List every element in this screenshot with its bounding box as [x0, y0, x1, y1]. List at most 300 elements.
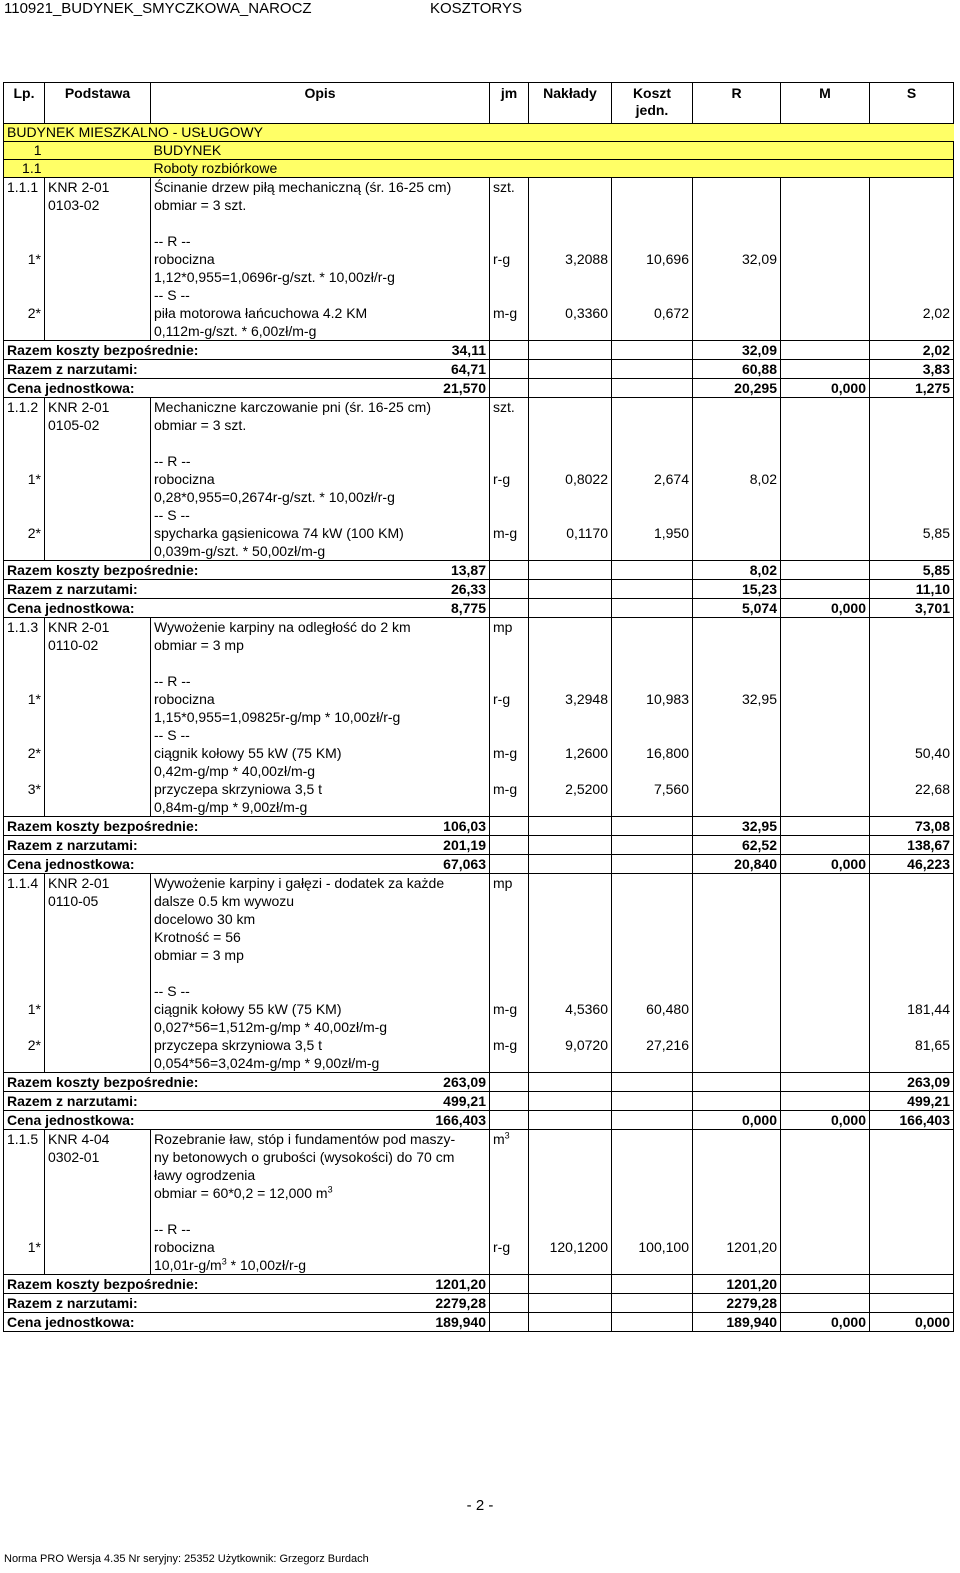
- empty-cell: [529, 232, 612, 250]
- empty-cell: [870, 762, 954, 780]
- empty-cell: [612, 416, 693, 434]
- position-description: Ścinanie drzew piłą mechaniczną (śr. 16-25 cm): [151, 178, 490, 197]
- empty-cell: [781, 708, 870, 726]
- empty-cell: [612, 1294, 693, 1313]
- calc-text: 0,42m-g/mp * 40,00zł/m-g: [154, 763, 316, 779]
- summary-s: 166,403: [870, 1111, 954, 1130]
- footer-text: Norma PRO Wersja 4.35 Nr seryjny: 25352 Użytkownik: Grzegorz Burdach: [4, 1553, 369, 1565]
- empty-cell: [612, 874, 693, 893]
- summary-label: [4, 1275, 490, 1294]
- summary-total: 499,21: [443, 1093, 486, 1109]
- resource-r: 1201,20: [693, 1238, 781, 1256]
- summary-total: 8,775: [450, 600, 486, 616]
- empty-cell: [612, 398, 693, 417]
- empty-cell: [612, 726, 693, 744]
- resource-calc-row: [4, 1256, 954, 1275]
- empty-cell: [781, 1220, 870, 1238]
- empty-cell: [45, 488, 151, 506]
- resource-calc-row: [4, 322, 954, 341]
- resource-m: [781, 470, 870, 488]
- empty-cell: [612, 580, 693, 599]
- empty-cell: [490, 341, 529, 360]
- calc-text: * 10,00zł/r-g: [226, 1257, 307, 1273]
- resource-name: robocizna: [151, 470, 490, 488]
- empty-cell: [870, 196, 954, 214]
- resource-r: [693, 1000, 781, 1018]
- empty-cell: [693, 636, 781, 654]
- resource-s: 22,68: [870, 780, 954, 798]
- empty-cell: [612, 964, 693, 982]
- resource-row: [4, 250, 954, 268]
- resource-calculation: [151, 1018, 490, 1036]
- col-lp: Lp.: [4, 83, 45, 124]
- summary-m: [781, 1275, 870, 1294]
- position-row: [4, 398, 954, 417]
- empty-cell: [45, 946, 151, 964]
- empty-cell: [612, 1275, 693, 1294]
- empty-cell: [870, 874, 954, 893]
- empty-cell: [781, 1018, 870, 1036]
- resource-header-row: [4, 506, 954, 524]
- resource-number: 1*: [4, 250, 45, 268]
- position-description: Krotność = 56: [151, 928, 490, 946]
- empty-cell: [529, 1202, 612, 1220]
- empty-cell: [529, 874, 612, 893]
- summary-s: 499,21: [870, 1092, 954, 1111]
- resource-unit: r-g: [490, 470, 529, 488]
- empty-cell: [4, 268, 45, 286]
- empty-cell: [781, 416, 870, 434]
- empty-cell: [4, 982, 45, 1000]
- position-description: obmiar = 3 szt.: [151, 196, 490, 214]
- position-description: dalsze 0.5 km wywozu: [151, 892, 490, 910]
- empty-cell: [490, 196, 529, 214]
- empty-cell: [693, 982, 781, 1000]
- resource-calc-row: [4, 762, 954, 780]
- section-title: Roboty rozbiórkowe: [151, 160, 954, 178]
- summary-m: [781, 341, 870, 360]
- empty-cell: [529, 1294, 612, 1313]
- empty-cell: [612, 542, 693, 561]
- empty-cell: [781, 488, 870, 506]
- empty-cell: [612, 1202, 693, 1220]
- empty-cell: [490, 561, 529, 580]
- col-m: M: [781, 83, 870, 124]
- resource-calc-row: [4, 542, 954, 561]
- resource-calc-row: [4, 1018, 954, 1036]
- empty-cell: [870, 322, 954, 341]
- position-desc-row: [4, 196, 954, 214]
- empty-cell: [151, 1202, 490, 1220]
- resource-calc-row: [4, 268, 954, 286]
- position-description: ławy ogrodzenia: [151, 1166, 490, 1184]
- empty-cell: [781, 506, 870, 524]
- empty-cell: [612, 178, 693, 197]
- empty-cell: [490, 1202, 529, 1220]
- summary-label: [4, 836, 490, 855]
- position-number: 1.1.4: [4, 874, 45, 893]
- summary-label: [4, 561, 490, 580]
- empty-cell: [870, 268, 954, 286]
- empty-cell: [612, 322, 693, 341]
- summary-s: 138,67: [870, 836, 954, 855]
- summary-s: 3,701: [870, 599, 954, 618]
- empty-cell: [4, 892, 45, 910]
- summary-total: 13,87: [450, 562, 486, 578]
- empty-cell: [490, 1256, 529, 1275]
- empty-cell: [490, 416, 529, 434]
- empty-cell: [490, 322, 529, 341]
- resource-header-row: [4, 726, 954, 744]
- empty-cell: [612, 1166, 693, 1184]
- empty-cell: [870, 506, 954, 524]
- empty-cell: [490, 1313, 529, 1332]
- resource-s: [870, 250, 954, 268]
- summary-r: 20,840: [693, 855, 781, 874]
- col-jm: jm: [490, 83, 529, 124]
- empty-cell: [490, 452, 529, 470]
- section-title: BUDYNEK MIESZKALNO - USŁUGOWY: [4, 124, 954, 142]
- empty-cell: [612, 672, 693, 690]
- empty-cell: [693, 398, 781, 417]
- resource-row: [4, 1000, 954, 1018]
- empty-cell: [4, 708, 45, 726]
- empty-cell: [612, 561, 693, 580]
- empty-cell: [490, 1184, 529, 1202]
- resource-quantity: 4,5360: [529, 1000, 612, 1018]
- summary-label: [4, 1092, 490, 1111]
- resource-calculation: [151, 708, 490, 726]
- resource-unit-cost: 2,674: [612, 470, 693, 488]
- empty-cell: [693, 506, 781, 524]
- empty-cell: [4, 910, 45, 928]
- summary-label-text: Razem koszty bezpośrednie:: [7, 342, 199, 358]
- obmiar-text: obmiar = 60*0,2 = 12,000 m: [154, 1185, 328, 1201]
- resource-r: 32,95: [693, 690, 781, 708]
- empty-cell: [529, 341, 612, 360]
- position-desc-row: [4, 1148, 954, 1166]
- empty-cell: [870, 1018, 954, 1036]
- empty-cell: [870, 964, 954, 982]
- calc-text: 0,027*56=1,512m-g/mp * 40,00zł/m-g: [154, 1019, 388, 1035]
- empty-cell: [490, 1111, 529, 1130]
- empty-cell: [4, 1018, 45, 1036]
- resource-m: [781, 744, 870, 762]
- position-unit: mp: [490, 874, 529, 893]
- summary-row: [4, 1294, 954, 1313]
- resource-calculation: [151, 268, 490, 286]
- empty-cell: [693, 654, 781, 672]
- position-basis: 0110-05: [45, 892, 151, 910]
- empty-cell: [693, 928, 781, 946]
- project-name: 110921_BUDYNEK_SMYCZKOWA_NAROCZ: [4, 0, 312, 17]
- summary-label-text: Razem z narzutami:: [7, 837, 138, 853]
- resource-quantity: 0,8022: [529, 470, 612, 488]
- empty-cell: [693, 488, 781, 506]
- empty-cell: [45, 232, 151, 250]
- empty-cell: [693, 892, 781, 910]
- empty-cell: [870, 726, 954, 744]
- empty-cell: [4, 1184, 45, 1202]
- summary-m: [781, 580, 870, 599]
- summary-r: 32,09: [693, 341, 781, 360]
- resource-calc-row: [4, 708, 954, 726]
- position-row: [4, 1130, 954, 1149]
- empty-cell: [529, 1018, 612, 1036]
- empty-cell: [4, 322, 45, 341]
- resource-s: [870, 1238, 954, 1256]
- resource-s: [870, 470, 954, 488]
- empty-cell: [529, 1313, 612, 1332]
- summary-total: 189,940: [435, 1314, 486, 1330]
- empty-cell: [781, 672, 870, 690]
- resource-m: [781, 780, 870, 798]
- position-basis: KNR 2-01: [45, 874, 151, 893]
- empty-cell: [45, 1238, 151, 1256]
- summary-r: [693, 1073, 781, 1092]
- empty-cell: [45, 1036, 151, 1054]
- calc-text: 0,039m-g/szt. * 50,00zł/m-g: [154, 543, 326, 559]
- empty-cell: [693, 286, 781, 304]
- empty-cell: [693, 1148, 781, 1166]
- empty-cell: [45, 322, 151, 341]
- empty-cell: [870, 1184, 954, 1202]
- empty-cell: [612, 910, 693, 928]
- resource-type-header: -- R --: [151, 1220, 490, 1238]
- position-basis: 0105-02: [45, 416, 151, 434]
- empty-cell: [45, 744, 151, 762]
- empty-cell: [529, 1054, 612, 1073]
- empty-cell: [490, 1073, 529, 1092]
- resource-s: [870, 690, 954, 708]
- resource-name: piła motorowa łańcuchowa 4.2 KM: [151, 304, 490, 322]
- empty-cell: [870, 1130, 954, 1149]
- resource-unit: m-g: [490, 780, 529, 798]
- empty-cell: [612, 836, 693, 855]
- empty-cell: [529, 322, 612, 341]
- empty-cell: [870, 910, 954, 928]
- empty-cell: [529, 379, 612, 398]
- unit-text: m: [493, 1131, 505, 1147]
- resource-unit-cost: 16,800: [612, 744, 693, 762]
- empty-cell: [781, 618, 870, 637]
- empty-cell: [4, 946, 45, 964]
- empty-cell: [693, 322, 781, 341]
- empty-cell: [693, 708, 781, 726]
- resource-number: 1*: [4, 1238, 45, 1256]
- empty-cell: [781, 928, 870, 946]
- empty-cell: [529, 618, 612, 637]
- resource-unit: r-g: [490, 1238, 529, 1256]
- resource-unit: m-g: [490, 1000, 529, 1018]
- empty-cell: [490, 1148, 529, 1166]
- resource-type-header: -- R --: [151, 452, 490, 470]
- empty-cell: [612, 1313, 693, 1332]
- page-header: [4, 0, 960, 18]
- empty-cell: [781, 726, 870, 744]
- empty-cell: [612, 599, 693, 618]
- empty-cell: [693, 268, 781, 286]
- empty-cell: [870, 708, 954, 726]
- empty-cell: [529, 1184, 612, 1202]
- empty-cell: [612, 762, 693, 780]
- resource-quantity: 1,2600: [529, 744, 612, 762]
- summary-row: [4, 1092, 954, 1111]
- summary-total: 106,03: [443, 818, 486, 834]
- empty-cell: [612, 1220, 693, 1238]
- empty-cell: [693, 1130, 781, 1149]
- empty-cell: [870, 892, 954, 910]
- resource-type-header: -- S --: [151, 506, 490, 524]
- empty-cell: [693, 542, 781, 561]
- resource-header-row: [4, 672, 954, 690]
- col-podstawa: Podstawa: [45, 83, 151, 124]
- empty-cell: [612, 1184, 693, 1202]
- summary-row: [4, 1275, 954, 1294]
- position-unit: mp: [490, 618, 529, 637]
- summary-row: [4, 561, 954, 580]
- summary-label-text: Razem koszty bezpośrednie:: [7, 818, 199, 834]
- empty-cell: [45, 910, 151, 928]
- empty-cell: [529, 1220, 612, 1238]
- empty-cell: [4, 798, 45, 817]
- calc-text: 0,28*0,955=0,2674r-g/szt. * 10,00zł/r-g: [154, 489, 395, 505]
- document-type: KOSZTORYS: [430, 0, 522, 17]
- empty-cell: [529, 286, 612, 304]
- empty-cell: [490, 836, 529, 855]
- col-naklady: Nakłady: [529, 83, 612, 124]
- resource-quantity: 3,2088: [529, 250, 612, 268]
- resource-header-row: [4, 452, 954, 470]
- empty-cell: [490, 1166, 529, 1184]
- empty-cell: [529, 1111, 612, 1130]
- summary-r: 20,295: [693, 379, 781, 398]
- resource-unit-cost: 100,100: [612, 1238, 693, 1256]
- empty-cell: [693, 1202, 781, 1220]
- summary-m: [781, 561, 870, 580]
- summary-s: [870, 1275, 954, 1294]
- empty-cell: [490, 982, 529, 1000]
- empty-cell: [612, 817, 693, 836]
- empty-cell: [781, 874, 870, 893]
- position-desc-row: [4, 636, 954, 654]
- spacer-row: [4, 654, 954, 672]
- empty-cell: [693, 232, 781, 250]
- empty-cell: [45, 434, 151, 452]
- empty-cell: [490, 1092, 529, 1111]
- resource-number: 2*: [4, 524, 45, 542]
- empty-cell: [612, 618, 693, 637]
- position-description: Mechaniczne karczowanie pni (śr. 16-25 cm): [151, 398, 490, 417]
- summary-label-text: Razem z narzutami:: [7, 1295, 138, 1311]
- empty-cell: [490, 542, 529, 561]
- empty-cell: [490, 654, 529, 672]
- empty-cell: [870, 672, 954, 690]
- summary-s: 0,000: [870, 1313, 954, 1332]
- empty-cell: [612, 379, 693, 398]
- summary-label: [4, 360, 490, 379]
- empty-cell: [693, 964, 781, 982]
- empty-cell: [612, 982, 693, 1000]
- empty-cell: [870, 452, 954, 470]
- empty-cell: [870, 654, 954, 672]
- position-description: Wywożenie karpiny na odległość do 2 km: [151, 618, 490, 637]
- empty-cell: [612, 708, 693, 726]
- summary-r: 2279,28: [693, 1294, 781, 1313]
- summary-label: [4, 1073, 490, 1092]
- empty-cell: [612, 1148, 693, 1166]
- summary-row: [4, 599, 954, 618]
- resource-name: robocizna: [151, 690, 490, 708]
- summary-r: 0,000: [693, 1111, 781, 1130]
- empty-cell: [693, 618, 781, 637]
- empty-cell: [490, 506, 529, 524]
- summary-m: [781, 360, 870, 379]
- resource-number: 1*: [4, 690, 45, 708]
- position-description: docelowo 30 km: [151, 910, 490, 928]
- section-number: 1: [4, 142, 45, 160]
- calc-text: 0,054*56=3,024m-g/mp * 9,00zł/m-g: [154, 1055, 380, 1071]
- resource-r: [693, 1036, 781, 1054]
- empty-cell: [693, 1018, 781, 1036]
- resource-calculation: [151, 488, 490, 506]
- empty-cell: [612, 946, 693, 964]
- resource-row: [4, 780, 954, 798]
- empty-cell: [45, 1202, 151, 1220]
- position-description: Rozebranie ław, stóp i fundamentów pod maszy-: [151, 1130, 490, 1149]
- empty-cell: [490, 964, 529, 982]
- empty-cell: [693, 434, 781, 452]
- empty-cell: [529, 506, 612, 524]
- calc-text: 1,15*0,955=1,09825r-g/mp * 10,00zł/r-g: [154, 709, 401, 725]
- summary-row: [4, 580, 954, 599]
- empty-cell: [490, 1294, 529, 1313]
- summary-r: 8,02: [693, 561, 781, 580]
- table-header-row: [4, 83, 954, 124]
- empty-cell: [490, 232, 529, 250]
- empty-cell: [45, 780, 151, 798]
- empty-cell: [45, 1054, 151, 1073]
- resource-s: 81,65: [870, 1036, 954, 1054]
- summary-label-text: Cena jednostkowa:: [7, 1314, 135, 1330]
- empty-cell: [529, 964, 612, 982]
- summary-total: 34,11: [451, 342, 486, 358]
- page-number: - 2 -: [466, 1497, 494, 1514]
- empty-cell: [529, 672, 612, 690]
- summary-label: [4, 341, 490, 360]
- empty-cell: [529, 580, 612, 599]
- empty-cell: [490, 855, 529, 874]
- empty-cell: [693, 798, 781, 817]
- empty-cell: [612, 488, 693, 506]
- summary-row: [4, 1313, 954, 1332]
- empty-cell: [870, 1054, 954, 1073]
- empty-cell: [529, 1256, 612, 1275]
- summary-r: [693, 1092, 781, 1111]
- position-row: [4, 178, 954, 197]
- resource-r: [693, 744, 781, 762]
- empty-cell: [4, 1256, 45, 1275]
- empty-cell: [490, 1275, 529, 1294]
- empty-cell: [612, 892, 693, 910]
- resource-number: 2*: [4, 304, 45, 322]
- resource-r: [693, 304, 781, 322]
- empty-cell: [45, 542, 151, 561]
- empty-cell: [870, 488, 954, 506]
- empty-cell: [870, 946, 954, 964]
- empty-cell: [781, 196, 870, 214]
- resource-name: robocizna: [151, 250, 490, 268]
